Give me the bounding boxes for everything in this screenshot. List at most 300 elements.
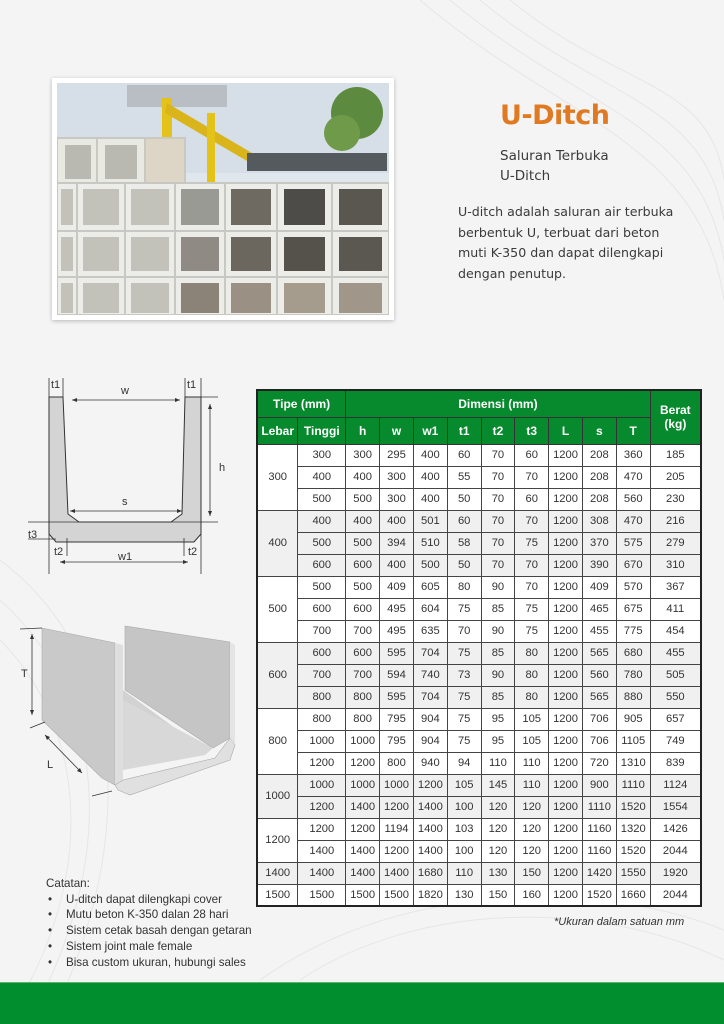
table-row xyxy=(257,730,701,752)
table-cell: 70 xyxy=(481,444,515,466)
table-cell: 839 xyxy=(650,752,701,774)
table-cell: 208 xyxy=(582,444,616,466)
table-row xyxy=(257,466,701,488)
subtitle-line: Saluran Terbuka xyxy=(500,148,609,164)
table-cell: 400 xyxy=(380,510,414,532)
table-cell: 100 xyxy=(447,840,481,862)
table-cell: 2044 xyxy=(650,840,701,862)
table-row xyxy=(257,576,701,598)
table-cell: 185 xyxy=(650,444,701,466)
table-cell: 120 xyxy=(481,818,515,840)
column-header: T xyxy=(616,417,650,444)
table-cell: 510 xyxy=(413,532,447,554)
table-cell: 400 xyxy=(380,554,414,576)
table-cell: 394 xyxy=(380,532,414,554)
table-cell: 495 xyxy=(380,620,414,642)
table-cell: 1920 xyxy=(650,862,701,884)
table-cell: 120 xyxy=(481,796,515,818)
product-description: U-ditch adalah saluran air terbuka berbentuk U, terbuat dari beton muti K-350 dan dapat dilengkapi dengan penutup. xyxy=(458,204,674,281)
subtitle-line: U-Ditch xyxy=(500,168,551,184)
table-cell: 400 xyxy=(346,510,380,532)
table-cell: 94 xyxy=(447,752,481,774)
table-cell: 70 xyxy=(515,554,549,576)
table-cell: 1200 xyxy=(549,818,583,840)
table-cell: 1200 xyxy=(549,686,583,708)
table-cell: 1660 xyxy=(616,884,650,906)
table-cell: 1200 xyxy=(298,796,346,818)
label-t2-left: t2 xyxy=(54,546,64,558)
table-cell: 120 xyxy=(515,840,549,862)
table-cell: 1200 xyxy=(549,620,583,642)
table-cell: 70 xyxy=(481,466,515,488)
table-cell: 1500 xyxy=(298,884,346,906)
table-cell: 570 xyxy=(616,576,650,598)
table-cell: 1200 xyxy=(549,642,583,664)
cell-lebar: 600 xyxy=(257,642,298,708)
label-t3: t3 xyxy=(28,529,38,541)
table-cell: 600 xyxy=(298,554,346,576)
table-cell: 300 xyxy=(380,466,414,488)
cell-lebar: 400 xyxy=(257,510,298,576)
u-ditch-3d-diagram xyxy=(20,620,245,800)
table-cell: 700 xyxy=(346,620,380,642)
table-cell: 600 xyxy=(298,598,346,620)
table-cell: 1200 xyxy=(549,576,583,598)
table-cell: 75 xyxy=(447,598,481,620)
table-cell: 400 xyxy=(298,466,346,488)
column-header: s xyxy=(582,417,616,444)
table-cell: 60 xyxy=(447,444,481,466)
label-T: T xyxy=(21,668,28,680)
table-cell: 1400 xyxy=(346,840,380,862)
table-cell: 1420 xyxy=(582,862,616,884)
table-cell: 706 xyxy=(582,708,616,730)
table-cell: 70 xyxy=(515,466,549,488)
table-cell: 904 xyxy=(413,708,447,730)
table-cell: 500 xyxy=(346,488,380,510)
table-cell: 95 xyxy=(481,708,515,730)
bullet-icon: • xyxy=(48,892,53,906)
table-cell: 110 xyxy=(447,862,481,884)
cell-lebar: 1400 xyxy=(257,862,298,884)
table-cell: 105 xyxy=(515,730,549,752)
table-cell: 90 xyxy=(481,576,515,598)
table-row xyxy=(257,752,701,774)
table-cell: 501 xyxy=(413,510,447,532)
table-row xyxy=(257,686,701,708)
table-cell: 604 xyxy=(413,598,447,620)
page-title: U-Ditch xyxy=(500,100,610,131)
table-cell: 500 xyxy=(346,532,380,554)
table-cell: 600 xyxy=(346,642,380,664)
cell-lebar: 800 xyxy=(257,708,298,774)
table-cell: 900 xyxy=(582,774,616,796)
table-cell: 50 xyxy=(447,554,481,576)
header-berat: Berat (kg) xyxy=(650,390,701,444)
dimension-table xyxy=(256,389,702,907)
table-row xyxy=(257,554,701,576)
table-cell: 795 xyxy=(380,730,414,752)
table-cell: 1200 xyxy=(346,818,380,840)
table-cell: 1200 xyxy=(549,796,583,818)
u-ditch-stack-photo xyxy=(57,83,389,315)
table-cell: 75 xyxy=(447,730,481,752)
table-row xyxy=(257,532,701,554)
table-cell: 455 xyxy=(650,642,701,664)
table-cell: 465 xyxy=(582,598,616,620)
table-cell: 70 xyxy=(515,576,549,598)
table-cell: 100 xyxy=(447,796,481,818)
label-L: L xyxy=(47,759,54,771)
table-cell: 409 xyxy=(582,576,616,598)
table-cell: 904 xyxy=(413,730,447,752)
table-cell: 85 xyxy=(481,686,515,708)
table-cell: 1000 xyxy=(380,774,414,796)
label-t1-left: t1 xyxy=(51,379,61,391)
table-cell: 1105 xyxy=(616,730,650,752)
table-cell: 80 xyxy=(515,642,549,664)
table-cell: 58 xyxy=(447,532,481,554)
table-cell: 1200 xyxy=(549,884,583,906)
table-cell: 120 xyxy=(515,796,549,818)
label-h: h xyxy=(219,462,226,474)
table-cell: 1200 xyxy=(298,818,346,840)
table-cell: 130 xyxy=(481,862,515,884)
table-cell: 1200 xyxy=(549,840,583,862)
table-cell: 780 xyxy=(616,664,650,686)
table-cell: 130 xyxy=(447,884,481,906)
cross-section-diagram xyxy=(28,374,228,574)
table-cell: 704 xyxy=(413,642,447,664)
table-cell: 105 xyxy=(515,708,549,730)
table-cell: 75 xyxy=(447,686,481,708)
table-row xyxy=(257,796,701,818)
table-cell: 455 xyxy=(582,620,616,642)
table-cell: 390 xyxy=(582,554,616,576)
table-cell: 80 xyxy=(447,576,481,598)
table-cell: 1110 xyxy=(616,774,650,796)
table-cell: 600 xyxy=(346,554,380,576)
table-cell: 310 xyxy=(650,554,701,576)
table-row xyxy=(257,818,701,840)
table-cell: 70 xyxy=(515,510,549,532)
table-cell: 700 xyxy=(346,664,380,686)
table-cell: 1200 xyxy=(549,466,583,488)
table-cell: 1426 xyxy=(650,818,701,840)
table-cell: 1400 xyxy=(380,862,414,884)
table-cell: 1520 xyxy=(616,840,650,862)
cell-lebar: 1000 xyxy=(257,774,298,818)
table-cell: 216 xyxy=(650,510,701,532)
table-row xyxy=(257,510,701,532)
table-cell: 1110 xyxy=(582,796,616,818)
table-cell: 700 xyxy=(298,620,346,642)
column-header: L xyxy=(549,417,583,444)
table-cell: 105 xyxy=(447,774,481,796)
table-cell: 495 xyxy=(380,598,414,620)
table-cell: 95 xyxy=(481,730,515,752)
table-cell: 75 xyxy=(515,532,549,554)
table-cell: 400 xyxy=(413,444,447,466)
table-cell: 550 xyxy=(650,686,701,708)
table-cell: 800 xyxy=(298,686,346,708)
table-cell: 60 xyxy=(447,510,481,532)
table-row xyxy=(257,598,701,620)
table-cell: 1320 xyxy=(616,818,650,840)
note-item xyxy=(46,923,252,939)
table-cell: 75 xyxy=(515,620,549,642)
table-cell: 70 xyxy=(481,554,515,576)
table-cell: 75 xyxy=(447,708,481,730)
table-cell: 740 xyxy=(413,664,447,686)
table-cell: 1194 xyxy=(380,818,414,840)
table-cell: 700 xyxy=(298,664,346,686)
table-cell: 150 xyxy=(515,862,549,884)
table-cell: 1500 xyxy=(346,884,380,906)
table-cell: 70 xyxy=(481,532,515,554)
table-cell: 1200 xyxy=(549,774,583,796)
table-cell: 470 xyxy=(616,466,650,488)
cell-lebar: 300 xyxy=(257,444,298,510)
table-cell: 70 xyxy=(481,488,515,510)
table-cell: 103 xyxy=(447,818,481,840)
table-cell: 1200 xyxy=(549,510,583,532)
table-cell: 90 xyxy=(481,664,515,686)
table-cell: 360 xyxy=(616,444,650,466)
table-cell: 300 xyxy=(346,444,380,466)
label-s: s xyxy=(122,496,128,508)
bullet-icon: • xyxy=(48,908,53,922)
table-cell: 600 xyxy=(298,642,346,664)
table-cell: 560 xyxy=(582,664,616,686)
table-cell: 208 xyxy=(582,466,616,488)
table-cell: 470 xyxy=(616,510,650,532)
table-cell: 120 xyxy=(481,840,515,862)
table-cell: 60 xyxy=(515,444,549,466)
table-cell: 1200 xyxy=(549,752,583,774)
table-cell: 411 xyxy=(650,598,701,620)
label-t1-right: t1 xyxy=(187,379,197,391)
table-cell: 1200 xyxy=(549,532,583,554)
table-cell: 75 xyxy=(447,642,481,664)
column-header: w xyxy=(380,417,414,444)
note-item xyxy=(46,907,252,923)
table-cell: 635 xyxy=(413,620,447,642)
column-header: t1 xyxy=(447,417,481,444)
column-header: Tinggi xyxy=(298,417,346,444)
column-header: t2 xyxy=(481,417,515,444)
table-cell: 500 xyxy=(346,576,380,598)
table-cell: 675 xyxy=(616,598,650,620)
column-header: w1 xyxy=(413,417,447,444)
notes-list xyxy=(46,892,252,971)
table-cell: 295 xyxy=(380,444,414,466)
table-cell: 500 xyxy=(298,488,346,510)
table-row xyxy=(257,862,701,884)
table-cell: 300 xyxy=(298,444,346,466)
table-cell: 110 xyxy=(481,752,515,774)
table-cell: 800 xyxy=(346,686,380,708)
table-cell: 1200 xyxy=(549,598,583,620)
table-cell: 400 xyxy=(413,466,447,488)
note-text: Bisa custom ukuran, hubungi sales xyxy=(66,955,246,969)
table-cell: 50 xyxy=(447,488,481,510)
table-cell: 2044 xyxy=(650,884,701,906)
table-cell: 308 xyxy=(582,510,616,532)
table-cell: 230 xyxy=(650,488,701,510)
cell-lebar: 1200 xyxy=(257,818,298,862)
table-cell: 1520 xyxy=(616,796,650,818)
table-cell: 1200 xyxy=(549,488,583,510)
table-cell: 1400 xyxy=(298,840,346,862)
table-cell: 905 xyxy=(616,708,650,730)
table-cell: 208 xyxy=(582,488,616,510)
table-row xyxy=(257,884,701,906)
table-cell: 680 xyxy=(616,642,650,664)
table-cell: 670 xyxy=(616,554,650,576)
table-row xyxy=(257,708,701,730)
label-w1: w1 xyxy=(118,551,133,563)
note-item xyxy=(46,955,252,971)
table-cell: 565 xyxy=(582,642,616,664)
table-cell: 73 xyxy=(447,664,481,686)
table-cell: 565 xyxy=(582,686,616,708)
note-item xyxy=(46,939,252,955)
table-cell: 1200 xyxy=(380,840,414,862)
table-cell: 367 xyxy=(650,576,701,598)
table-row xyxy=(257,664,701,686)
table-cell: 605 xyxy=(413,576,447,598)
table-cell: 720 xyxy=(582,752,616,774)
table-cell: 145 xyxy=(481,774,515,796)
column-header: h xyxy=(346,417,380,444)
table-cell: 657 xyxy=(650,708,701,730)
table-cell: 795 xyxy=(380,708,414,730)
table-cell: 110 xyxy=(515,752,549,774)
bullet-icon: • xyxy=(48,939,53,953)
table-cell: 1200 xyxy=(413,774,447,796)
table-cell: 800 xyxy=(298,708,346,730)
table-cell: 90 xyxy=(481,620,515,642)
table-cell: 500 xyxy=(298,576,346,598)
table-cell: 300 xyxy=(380,488,414,510)
table-cell: 775 xyxy=(616,620,650,642)
table-cell: 1200 xyxy=(549,730,583,752)
label-w: w xyxy=(121,385,129,397)
column-header: Lebar xyxy=(257,417,298,444)
table-cell: 1200 xyxy=(346,752,380,774)
table-cell: 60 xyxy=(515,488,549,510)
table-cell: 1200 xyxy=(549,444,583,466)
table-cell: 150 xyxy=(481,884,515,906)
table-cell: 594 xyxy=(380,664,414,686)
note-item xyxy=(46,892,252,908)
table-cell: 1200 xyxy=(549,664,583,686)
table-cell: 600 xyxy=(346,598,380,620)
product-photo xyxy=(52,78,394,320)
table-cell: 1550 xyxy=(616,862,650,884)
table-row xyxy=(257,444,701,466)
bullet-icon: • xyxy=(48,924,53,938)
table-cell: 1400 xyxy=(346,796,380,818)
table-cell: 704 xyxy=(413,686,447,708)
table-cell: 400 xyxy=(346,466,380,488)
table-cell: 749 xyxy=(650,730,701,752)
note-text: U-ditch dapat dilengkapi cover xyxy=(66,892,222,906)
table-cell: 400 xyxy=(413,488,447,510)
header-tipe: Tipe (mm) xyxy=(257,390,346,417)
label-t2-right: t2 xyxy=(188,546,198,558)
table-cell: 80 xyxy=(515,664,549,686)
table-cell: 1500 xyxy=(380,884,414,906)
table-row xyxy=(257,620,701,642)
bullet-icon: • xyxy=(48,955,53,969)
table-cell: 500 xyxy=(413,554,447,576)
table-cell: 505 xyxy=(650,664,701,686)
table-cell: 160 xyxy=(515,884,549,906)
table-row xyxy=(257,488,701,510)
table-cell: 1400 xyxy=(298,862,346,884)
table-cell: 1200 xyxy=(549,862,583,884)
table-cell: 1554 xyxy=(650,796,701,818)
table-cell: 500 xyxy=(298,532,346,554)
table-cell: 1200 xyxy=(380,796,414,818)
table-cell: 595 xyxy=(380,642,414,664)
column-header: t3 xyxy=(515,417,549,444)
table-cell: 1124 xyxy=(650,774,701,796)
table-cell: 75 xyxy=(515,598,549,620)
table-cell: 800 xyxy=(346,708,380,730)
table-cell: 1310 xyxy=(616,752,650,774)
table-cell: 1160 xyxy=(582,818,616,840)
table-cell: 940 xyxy=(413,752,447,774)
note-text: Mutu beton K-350 dalan 28 hari xyxy=(66,908,229,922)
header-dimensi: Dimensi (mm) xyxy=(346,390,650,417)
table-cell: 706 xyxy=(582,730,616,752)
notes-section xyxy=(46,876,252,970)
table-cell: 85 xyxy=(481,598,515,620)
note-text: Sistem joint male female xyxy=(66,939,193,953)
cell-lebar: 500 xyxy=(257,576,298,642)
table-cell: 880 xyxy=(616,686,650,708)
table-cell: 595 xyxy=(380,686,414,708)
table-cell: 1160 xyxy=(582,840,616,862)
table-cell: 575 xyxy=(616,532,650,554)
table-cell: 400 xyxy=(298,510,346,532)
table-cell: 1200 xyxy=(549,554,583,576)
table-cell: 205 xyxy=(650,466,701,488)
subtitle xyxy=(500,146,609,186)
table-cell: 409 xyxy=(380,576,414,598)
table-cell: 85 xyxy=(481,642,515,664)
table-cell: 120 xyxy=(515,818,549,840)
cell-lebar: 1500 xyxy=(257,884,298,906)
table-cell: 1200 xyxy=(549,708,583,730)
notes-heading: Catatan: xyxy=(46,877,90,890)
table-cell: 110 xyxy=(515,774,549,796)
table-cell: 1200 xyxy=(298,752,346,774)
note-text: Sistem cetak basah dengan getaran xyxy=(66,924,252,938)
table-cell: 454 xyxy=(650,620,701,642)
table-row xyxy=(257,774,701,796)
table-cell: 279 xyxy=(650,532,701,554)
table-row xyxy=(257,840,701,862)
table-cell: 800 xyxy=(380,752,414,774)
table-cell: 1000 xyxy=(346,730,380,752)
table-cell: 70 xyxy=(481,510,515,532)
table-cell: 370 xyxy=(582,532,616,554)
table-cell: 1520 xyxy=(582,884,616,906)
